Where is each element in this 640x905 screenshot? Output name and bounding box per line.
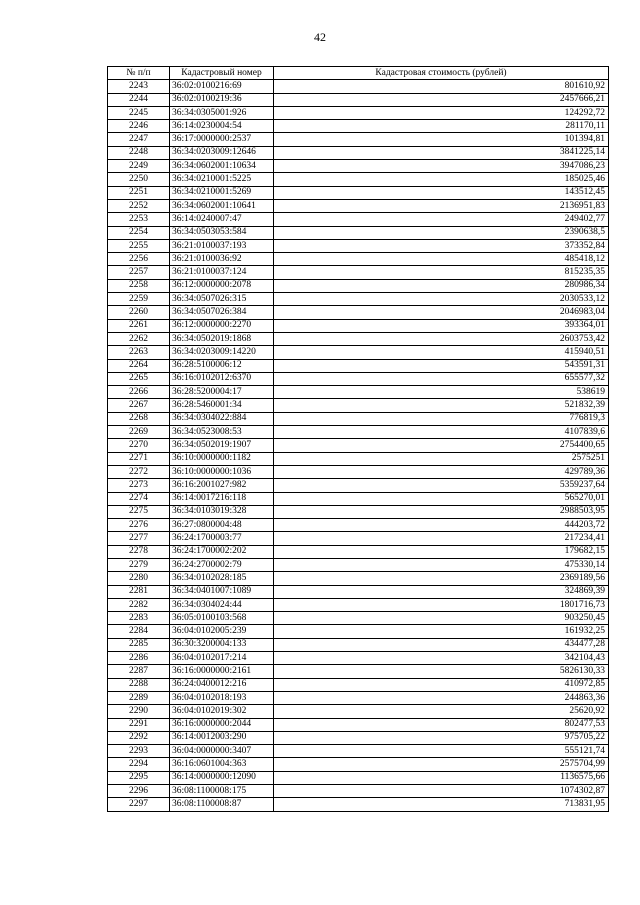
cadastral-number-cell: 36:28:5100006:12 (170, 359, 274, 372)
cadastral-number-cell: 36:24:2700002:79 (170, 558, 274, 571)
cadastral-value-cell: 124292,72 (274, 106, 609, 119)
table-row (108, 771, 609, 784)
table-row (108, 612, 609, 625)
table-row (108, 452, 609, 465)
cadastral-number-cell: 36:04:0102005:239 (170, 625, 274, 638)
cadastral-value-cell: 161932,25 (274, 625, 609, 638)
cadastral-number-cell: 36:04:0102018:193 (170, 691, 274, 704)
cadastral-number-cell: 36:04:0102017:214 (170, 652, 274, 665)
cadastral-value-cell: 521832,39 (274, 399, 609, 412)
cadastral-number-cell: 36:34:0502019:1907 (170, 439, 274, 452)
cadastral-value-cell: 2603753,42 (274, 332, 609, 345)
cadastral-value-cell: 1074302,87 (274, 785, 609, 798)
row-number-cell: 2261 (108, 319, 170, 332)
table-row (108, 293, 609, 306)
cadastral-value-cell: 475330,14 (274, 558, 609, 571)
row-number-cell: 2247 (108, 133, 170, 146)
row-number-cell: 2285 (108, 638, 170, 651)
cadastral-value-cell: 801610,92 (274, 80, 609, 93)
table-row (108, 745, 609, 758)
table-row (108, 665, 609, 678)
row-number-cell: 2252 (108, 199, 170, 212)
cadastral-number-cell: 36:12:0000000:2078 (170, 279, 274, 292)
row-number-cell: 2287 (108, 665, 170, 678)
table-row (108, 652, 609, 665)
cadastral-value-cell: 485418,12 (274, 253, 609, 266)
cadastral-number-cell: 36:34:0502019:1868 (170, 332, 274, 345)
row-number-cell: 2273 (108, 479, 170, 492)
cadastral-number-cell: 36:17:0000000:2537 (170, 133, 274, 146)
cadastral-number-cell: 36:34:0210001:5225 (170, 173, 274, 186)
cadastral-number-cell: 36:08:1100008:87 (170, 798, 274, 811)
table-row (108, 785, 609, 798)
cadastral-number-cell: 36:21:0100037:124 (170, 266, 274, 279)
row-number-cell: 2259 (108, 293, 170, 306)
cadastral-number-cell: 36:10:0000000:1182 (170, 452, 274, 465)
cadastral-value-cell: 2030533,12 (274, 293, 609, 306)
cadastral-value-cell: 244863,36 (274, 691, 609, 704)
row-number-cell: 2288 (108, 678, 170, 691)
row-number-cell: 2256 (108, 253, 170, 266)
cadastral-value-cell: 3947086,23 (274, 160, 609, 173)
row-number-cell: 2266 (108, 386, 170, 399)
cadastral-number-cell: 36:02:0100216:69 (170, 80, 274, 93)
table-row (108, 266, 609, 279)
table-row (108, 519, 609, 532)
cadastral-value-cell: 5826130,33 (274, 665, 609, 678)
row-number-cell: 2245 (108, 106, 170, 119)
cadastral-number-cell: 36:30:3200004:133 (170, 638, 274, 651)
row-number-cell: 2284 (108, 625, 170, 638)
table-row (108, 239, 609, 252)
table-row (108, 253, 609, 266)
table-row (108, 319, 609, 332)
table-row (108, 678, 609, 691)
table-row (108, 186, 609, 199)
row-number-cell: 2246 (108, 120, 170, 133)
cadastral-number-cell: 36:14:0240007:47 (170, 213, 274, 226)
cadastral-number-cell: 36:34:0507026:384 (170, 306, 274, 319)
table-row (108, 798, 609, 811)
cadastral-value-cell: 2988503,95 (274, 505, 609, 518)
cadastral-number-cell: 36:21:0100036:92 (170, 253, 274, 266)
cadastral-number-cell: 36:34:0304024:44 (170, 598, 274, 611)
row-number-cell: 2264 (108, 359, 170, 372)
cadastral-value-cell: 5359237,64 (274, 479, 609, 492)
row-number-cell: 2267 (108, 399, 170, 412)
row-number-cell: 2244 (108, 93, 170, 106)
row-number-cell: 2254 (108, 226, 170, 239)
table-body (108, 80, 609, 811)
row-number-cell: 2291 (108, 718, 170, 731)
cadastral-value-cell: 143512,45 (274, 186, 609, 199)
row-number-cell: 2294 (108, 758, 170, 771)
table-row (108, 426, 609, 439)
cadastral-number-cell: 36:24:0400012:216 (170, 678, 274, 691)
cadastral-number-cell: 36:16:0102012:6370 (170, 372, 274, 385)
table-row (108, 545, 609, 558)
cadastral-number-cell: 36:16:0000000:2161 (170, 665, 274, 678)
row-number-cell: 2263 (108, 346, 170, 359)
row-number-cell: 2260 (108, 306, 170, 319)
cadastral-value-cell: 280986,34 (274, 279, 609, 292)
table-row (108, 691, 609, 704)
table-row (108, 572, 609, 585)
cadastral-value-cell: 185025,46 (274, 173, 609, 186)
row-number-cell: 2265 (108, 372, 170, 385)
table-row (108, 399, 609, 412)
cadastral-number-cell: 36:34:0103019:328 (170, 505, 274, 518)
row-number-cell: 2269 (108, 426, 170, 439)
cadastral-number-cell: 36:10:0000000:1036 (170, 465, 274, 478)
cadastral-value-cell: 2575704,99 (274, 758, 609, 771)
cadastral-number-cell: 36:24:1700002:202 (170, 545, 274, 558)
table-row (108, 279, 609, 292)
table-row (108, 585, 609, 598)
cadastral-value-cell: 776819,3 (274, 412, 609, 425)
cadastral-value-cell: 555121,74 (274, 745, 609, 758)
cadastral-value-cell: 2369189,56 (274, 572, 609, 585)
cadastral-value-cell: 101394,81 (274, 133, 609, 146)
cadastral-number-cell: 36:34:0304022:884 (170, 412, 274, 425)
cadastral-value-cell: 3841225,14 (274, 146, 609, 159)
cadastral-number-cell: 36:14:0230004:54 (170, 120, 274, 133)
table-row (108, 160, 609, 173)
cadastral-value-cell: 415940,51 (274, 346, 609, 359)
cadastral-value-cell: 281170,11 (274, 120, 609, 133)
cadastral-number-cell: 36:21:0100037:193 (170, 239, 274, 252)
table-row (108, 532, 609, 545)
cadastral-value-cell: 1801716,73 (274, 598, 609, 611)
table-row (108, 638, 609, 651)
cadastral-number-cell: 36:34:0203009:14220 (170, 346, 274, 359)
table-row (108, 558, 609, 571)
table-row (108, 146, 609, 159)
table-row (108, 199, 609, 212)
cadastral-value-cell: 4107839,6 (274, 426, 609, 439)
table-row (108, 492, 609, 505)
cadastral-number-cell: 36:02:0100219:36 (170, 93, 274, 106)
cadastral-value-cell: 2046983,04 (274, 306, 609, 319)
table-row (108, 120, 609, 133)
row-number-cell: 2295 (108, 771, 170, 784)
row-number-cell: 2271 (108, 452, 170, 465)
row-number-cell: 2250 (108, 173, 170, 186)
cadastral-value-cell: 25620,92 (274, 705, 609, 718)
table-row (108, 372, 609, 385)
table-row (108, 213, 609, 226)
table-row (108, 598, 609, 611)
row-number-cell: 2278 (108, 545, 170, 558)
cadastral-number-cell: 36:34:0523008:53 (170, 426, 274, 439)
cadastral-value-cell: 2457666,21 (274, 93, 609, 106)
table-row (108, 332, 609, 345)
row-number-cell: 2257 (108, 266, 170, 279)
row-number-cell: 2289 (108, 691, 170, 704)
table-row (108, 705, 609, 718)
cadastral-value-cell: 393364,01 (274, 319, 609, 332)
table-row (108, 479, 609, 492)
cadastral-value-cell: 802477,53 (274, 718, 609, 731)
row-number-cell: 2255 (108, 239, 170, 252)
row-number-cell: 2274 (108, 492, 170, 505)
cadastral-number-cell: 36:08:1100008:175 (170, 785, 274, 798)
table-row (108, 346, 609, 359)
cadastral-value-cell: 410972,85 (274, 678, 609, 691)
table-row (108, 359, 609, 372)
row-number-cell: 2272 (108, 465, 170, 478)
header-cadastral-number: Кадастровый номер (170, 67, 274, 80)
row-number-cell: 2253 (108, 213, 170, 226)
cadastral-number-cell: 36:34:0503053:584 (170, 226, 274, 239)
row-number-cell: 2277 (108, 532, 170, 545)
cadastral-value-cell: 538619 (274, 386, 609, 399)
row-number-cell: 2248 (108, 146, 170, 159)
cadastral-number-cell: 36:14:0000000:12090 (170, 771, 274, 784)
cadastral-number-cell: 36:14:0017216:118 (170, 492, 274, 505)
cadastral-number-cell: 36:04:0102019:302 (170, 705, 274, 718)
table-row (108, 625, 609, 638)
cadastral-value-cell: 2390638,5 (274, 226, 609, 239)
cadastral-number-cell: 36:12:0000000:2270 (170, 319, 274, 332)
row-number-cell: 2262 (108, 332, 170, 345)
cadastral-value-cell: 434477,28 (274, 638, 609, 651)
header-cadastral-value: Кадастровая стоимость (рублей) (274, 67, 609, 80)
cadastral-number-cell: 36:16:0000000:2044 (170, 718, 274, 731)
row-number-cell: 2283 (108, 612, 170, 625)
cadastral-number-cell: 36:16:2001027:982 (170, 479, 274, 492)
table-row (108, 505, 609, 518)
cadastral-value-cell: 655577,32 (274, 372, 609, 385)
cadastral-value-cell: 815235,35 (274, 266, 609, 279)
row-number-cell: 2292 (108, 731, 170, 744)
cadastral-number-cell: 36:04:0000000:3407 (170, 745, 274, 758)
cadastral-value-cell: 373352,84 (274, 239, 609, 252)
cadastral-number-cell: 36:34:0102028:185 (170, 572, 274, 585)
table-row (108, 306, 609, 319)
row-number-cell: 2281 (108, 585, 170, 598)
cadastral-value-cell: 565270,01 (274, 492, 609, 505)
cadastral-number-cell: 36:34:0210001:5269 (170, 186, 274, 199)
cadastral-value-cell: 975705,22 (274, 731, 609, 744)
row-number-cell: 2293 (108, 745, 170, 758)
row-number-cell: 2279 (108, 558, 170, 571)
cadastral-value-cell: 179682,15 (274, 545, 609, 558)
cadastral-number-cell: 36:14:0012003:290 (170, 731, 274, 744)
table-row (108, 133, 609, 146)
table-row (108, 412, 609, 425)
table-row (108, 439, 609, 452)
row-number-cell: 2280 (108, 572, 170, 585)
table-row (108, 106, 609, 119)
row-number-cell: 2276 (108, 519, 170, 532)
cadastral-value-cell: 713831,95 (274, 798, 609, 811)
cadastral-number-cell: 36:28:5460001:34 (170, 399, 274, 412)
cadastral-number-cell: 36:34:0602001:10641 (170, 199, 274, 212)
table-row (108, 758, 609, 771)
row-number-cell: 2249 (108, 160, 170, 173)
table-row (108, 226, 609, 239)
cadastral-value-cell: 324869,39 (274, 585, 609, 598)
cadastral-value-cell: 217234,41 (274, 532, 609, 545)
cadastral-value-cell: 2575251 (274, 452, 609, 465)
cadastral-value-cell: 1136575,66 (274, 771, 609, 784)
cadastral-value-cell: 249402,77 (274, 213, 609, 226)
cadastral-number-cell: 36:34:0507026:315 (170, 293, 274, 306)
row-number-cell: 2243 (108, 80, 170, 93)
row-number-cell: 2282 (108, 598, 170, 611)
row-number-cell: 2268 (108, 412, 170, 425)
cadastral-value-cell: 444203,72 (274, 519, 609, 532)
cadastral-value-cell: 342104,43 (274, 652, 609, 665)
cadastral-number-cell: 36:28:5200004:17 (170, 386, 274, 399)
row-number-cell: 2286 (108, 652, 170, 665)
cadastral-value-cell: 903250,45 (274, 612, 609, 625)
cadastral-value-cell: 2136951,83 (274, 199, 609, 212)
table-row (108, 173, 609, 186)
cadastral-value-table (107, 66, 609, 812)
cadastral-number-cell: 36:34:0602001:10634 (170, 160, 274, 173)
cadastral-value-cell: 543591,31 (274, 359, 609, 372)
table-row (108, 93, 609, 106)
page-number: 42 (314, 30, 326, 44)
table-row (108, 718, 609, 731)
header-row-number: № п/п (108, 67, 170, 80)
row-number-cell: 2297 (108, 798, 170, 811)
cadastral-number-cell: 36:24:1700003:77 (170, 532, 274, 545)
cadastral-number-cell: 36:05:0100103:568 (170, 612, 274, 625)
table-row (108, 386, 609, 399)
cadastral-number-cell: 36:34:0305001:926 (170, 106, 274, 119)
cadastral-number-cell: 36:34:0401007:1089 (170, 585, 274, 598)
table-header (108, 67, 609, 80)
row-number-cell: 2290 (108, 705, 170, 718)
cadastral-number-cell: 36:34:0203009:12646 (170, 146, 274, 159)
cadastral-number-cell: 36:16:0601004:363 (170, 758, 274, 771)
row-number-cell: 2296 (108, 785, 170, 798)
row-number-cell: 2251 (108, 186, 170, 199)
table-row (108, 465, 609, 478)
table-row (108, 731, 609, 744)
cadastral-number-cell: 36:27:0800004:48 (170, 519, 274, 532)
header-row (108, 67, 609, 80)
cadastral-value-cell: 429789,36 (274, 465, 609, 478)
cadastral-value-cell: 2754400,65 (274, 439, 609, 452)
row-number-cell: 2270 (108, 439, 170, 452)
row-number-cell: 2258 (108, 279, 170, 292)
table-row (108, 80, 609, 93)
row-number-cell: 2275 (108, 505, 170, 518)
